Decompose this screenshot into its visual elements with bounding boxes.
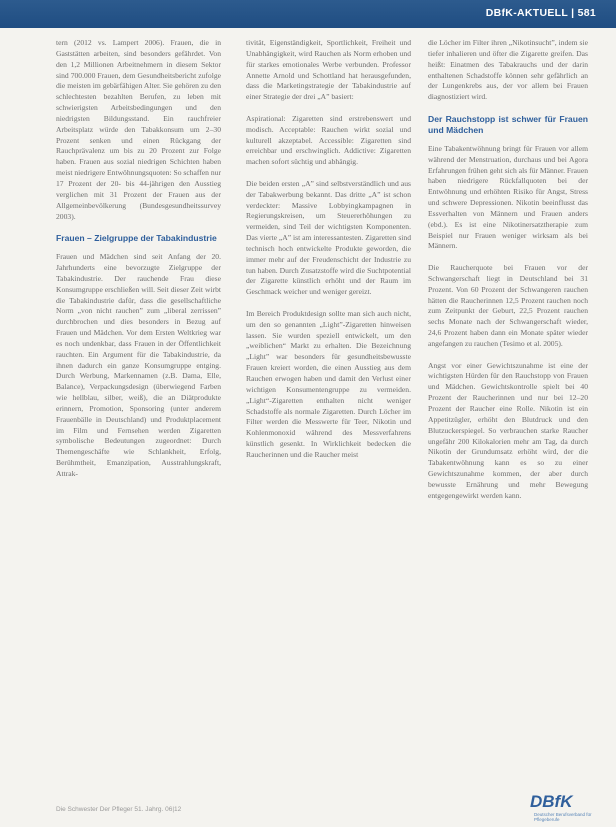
dbfk-logo <box>530 790 610 824</box>
paragraph: Angst vor einer Gewichtszunahme ist eine der wichtigsten Hürden für den Rauchstopp von Frauen und Mädchen. Gewichtskontrolle spielt bei 40 Prozent der Raucherinnen und nur bei 12–20 Prozent der Raucher eine Rolle. Nikotin ist ein Appetitzügler, erhöht den Blutdruck und den Blutzuckerspiegel. So verbrauchen starke Raucher ungefähr 200 Kilokalorien mehr am Tag, da durch Nikotin der Grundumsatz erhöht wird, der die Tabakentwöhnung kann es so zu einer Gewichtszunahme kommen, der aber durch bewusste Ernährung und mehr Bewegung entgegengewirkt werden kann. <box>428 360 588 500</box>
paragraph: Aspirational: Zigaretten sind erstrebenswert und modisch. Acceptable: Rauchen wirkt sozial und kulturell akzeptabel. Accessible: Zigaretten sind erreichbar und erschwinglich. Addictive: Zigaretten machen sofort süchtig und abhängig. <box>246 113 411 167</box>
paragraph: Im Bereich Produktdesign sollte man sich auch nicht, um den so genannten „Light”-Zigaretten hinweisen lassen. Sie wurden speziell entwickelt, um den „weiblichen“ Markt zu erhalten. Die Bezeichnung „Light” war besonders für gesundheitsbewusste Frauen kreiert worden, die einen Ausstieg aus dem Rauchen erwogen haben und damit den Verlust einer wichtigen Konsumentengruppe zu vermeiden. „Light“-Zigaretten enthalten nicht weniger Schadstoffe als normale Zigaretten. Durch Löcher im Filter werden die Messwerte für Teer, Nikotin und Kohlenmonoxid während des Messverfahrens künstlich gesenkt. In Wirklichkeit bedecken die Raucherinnen und die Raucher meist <box>246 308 411 459</box>
footer-text: Die Schwester Der Pfleger 51. Jahrg. 06|12 <box>56 806 182 813</box>
section-heading: Der Rauchstopp ist schwer für Frauen und Mädchen <box>428 113 588 135</box>
column-middle <box>246 38 411 472</box>
logo-mark: DBfK <box>530 792 573 811</box>
paragraph: die Löcher im Filter ihren „Nikotinsucht”, indem sie tiefer inhalieren und öfter die Zigarette greifen. Das heißt: Einatmen des Tabakrauchs und der darin enthaltenen Schadstoffe können sehr gefährlich an der Lungenkrebs aus, der vor allem bei Frauen diagnostiziert wird. <box>428 38 588 102</box>
paragraph: tern (2012 vs. Lampert 2006). Frauen, die in Gaststätten arbeiten, sind besonders gefährdet. Von den 1,2 Millionen Arbeitnehmern in diesem Sektor sind 700.000 Frauen, dem Gesundheitsbericht zufolge die meisten im gebärfähigen Alter. Sie gehören zu den schlechtesten bezahlten Berufen, zu leben mit schwierigsten Arbeitsbedingungen und den niedrigsten Bildungsstand. Ein rauchfreier Arbeitsplatz würde den Tabakkonsum um 2–30 Prozent senken und einen Rückgang der Rauchprävalenz um bis zu 20 Prozent zur Folge haben. Frauen aus sozial niedrigen Schichten haben meist niedrigere Entwöhnungsquoten: So schaffen nur 17 Prozent der 20- bis 44-jährigen den Ausstieg verglichen mit 31 Prozent der Frauen aus der Allgemeinbevölkerung (Bundesgesundheitssurvey 2003). <box>56 38 221 221</box>
column-right <box>428 38 588 512</box>
paragraph: Die beiden ersten „A” sind selbstverständlich und aus der Tabakwerbung bekannt. Das dritte „A” ist schon verdeckter: Massive Lobbyingkampagnen in Regierungskreisen, um Steuererhöhungen zu vermeiden, sind Teil der wichtigsten Komponenten. Das vierte „A” ist am interessantesten. Zigaretten sind technisch hoch entwickelte Produkte geworden, die immer mehr auf der Freudenschicht der Industrie zu tun haben. Durch Zusatzstoffe wird die Suchtpotential der Zigarette künstlich erhöht und der Raum im Geschmack weicher und weniger gereizt. <box>246 178 411 297</box>
paragraph: Die Raucherquote bei Frauen vor der Schwangerschaft liegt in Deutschland bei 31 Prozent. Von 60 Prozent der Schwangeren rauchen hätten die Raucherinnen 12,5 Prozent rauchen noch zum Zeitpunkt der Geburt, 22,5 Prozent rauchen sechs Monate nach der Schwangerschaft wieder, 24,6 Prozent haben dann ein Monate später wieder angefangen zu rauchen (Tesimo et al. 2005). <box>428 263 588 348</box>
header-title: DBfK-AKTUELL | 581 <box>485 7 596 19</box>
section-heading: Frauen – Zielgruppe der Tabakindustrie <box>56 233 217 244</box>
column-left <box>56 38 221 491</box>
paragraph: Frauen und Mädchen sind seit Anfang der 20. Jahrhunderts eine bevorzugte Zielgruppe der Tabakindustrie. Der rauchende Frau diese Konsumgruppe erschließen will. Seit dieser Zeit wirbt die Tabakindustrie dafür, dass die gesellschaftliche Norm „von nicht rauchen” zum „liberal zerrissen” durchbrochen und dies besonders in Bezug auf Frauen und Mädchen. Vor dem Ersten Weltkrieg war es noch undenkbar, dass Frauen in der Öffentlichkeit rauchten. Ein Argument für die Tabakindustrie, da ihnen dadurch ein ganze Konsumgruppe entging. Durch Werbung, Markennamen (z.B. Dama, Elle, Balance), Verpackungsdesign (überwiegend Farben wie hellblau, silber, weiß), die an Diätprodukte erinnern, Promotion, Sponsoring (unter anderem Frauenbälle in Deutschland) und Produktplacement im Film und Fernsehen werden Zigaretten symbolische Bedeutungen zugeordnet: Durch Themengeschäfte wie Schlankheit, Erfolg, Berühmtheit, Emanzipation, Ausstrahlungskraft, Attrak- <box>56 252 221 479</box>
logo-subline: Deutscher Berufsverband für Pflegeberufe <box>534 812 592 822</box>
paragraph: tivität, Eigenständigkeit, Sportlichkeit, Freiheit und Unabhängigkeit, wird Rauchen als Norm erhoben und für starkes emotionales Werbe verbunden. Professor Annette Arnold und Schottland hat herausgefunden, dass die Marketingstrategie der Tabakindustrie auf einer Strategie der drei „A” basiert: <box>246 38 411 102</box>
header-bar <box>0 0 616 28</box>
paragraph: Eine Tabakentwöhnung bringt für Frauen vor allem während der Menstruation, durchaus und bei Agora Erfahrungen frühen geht sich als für Männer. Frauen haben niedrigere Rückfallquoten bei der Entwöhnung und erhöhten Risiko für Angst, Stress und schwere Depressionen. Nikotin beeinflusst das Essverhalten von Männern und Frauen anders (ebd.). Es ist eine Nikotinersatztherapie zum Beispiel nur Frauen weniger wirksam als bei Männern. <box>428 143 588 251</box>
